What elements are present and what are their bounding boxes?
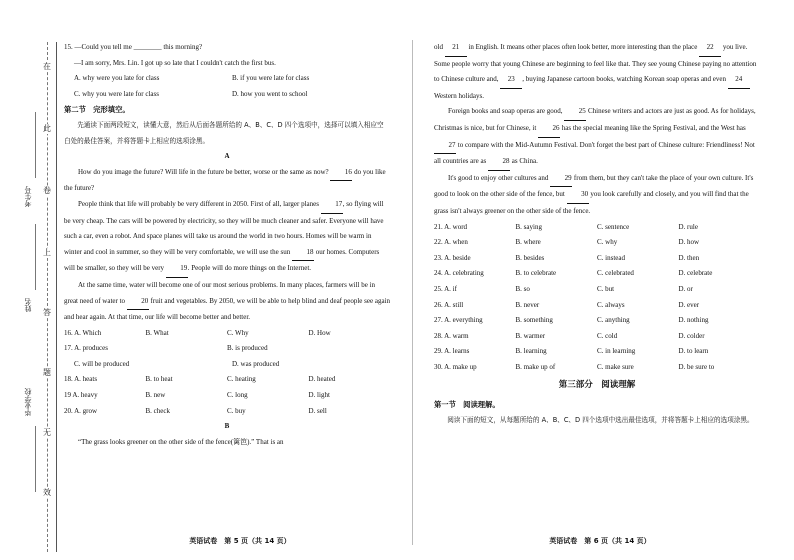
- blank-26: 26: [538, 121, 560, 138]
- blank-19: 19: [166, 261, 188, 278]
- option: 28. A. warm: [434, 331, 469, 340]
- blank-21: 21: [445, 40, 467, 57]
- passage-b-paragraph-1-cont: old 21 in English. It means other places often look better, more interesting than the place 22 you live. Some people worry that young Chinese are beginning to feel like that. They see young Chinese paying no attention to Chinese culture and, 23 , buying Japanese cartoon books, watching Korean soap operas and even 24 Western holidays.: [434, 40, 760, 104]
- seal-char: 上: [39, 248, 55, 258]
- option: 27. A. everything: [434, 316, 483, 325]
- blank-30: 30: [567, 187, 589, 204]
- option: 18. A. heats: [64, 375, 98, 384]
- options-19: [64, 388, 390, 404]
- option: D. heated: [308, 375, 336, 384]
- passage-a-paragraph-2: People think that life will probably be very different in 2050. First of all, larger planes 17, so flying will be very cheap. The cars will be powered by electricity, so they will be much cleaner and safer. Everyone will have such a car, even a robot. And space planes will take us around the world in two hours. Homes will be warm in winter and cool in summer, so they will be very comfortable, we will use the sun 18 our homes. Computers will be smaller, so they will be very 19. People will do more things on the Internet.: [64, 197, 390, 278]
- blank-27: 27: [434, 138, 456, 155]
- option: 19 A. heavy: [64, 391, 98, 400]
- option: 21. A. word: [434, 222, 468, 231]
- margin-border: [56, 42, 57, 552]
- option: D. nothing: [678, 316, 709, 325]
- seal-char: 无: [39, 428, 55, 438]
- option: C. anything: [597, 316, 630, 325]
- option: C. always: [597, 300, 625, 309]
- passage-a-label: A: [224, 152, 230, 161]
- options-29: [434, 344, 760, 360]
- part-3-title: 第三部分 阅读理解: [558, 380, 636, 391]
- passage-a-paragraph-1: How do you image the future? Will life in the future be better, worse or the same as now? 16 do you like the future?: [64, 165, 390, 197]
- option: B. if you were late for class: [232, 74, 310, 83]
- page-5-content: [64, 40, 390, 450]
- option: D. rule: [678, 222, 698, 231]
- option: D. How: [308, 328, 331, 337]
- page-6-content: [434, 40, 760, 428]
- q15-options-cd: [64, 87, 390, 103]
- options-23: [434, 251, 760, 267]
- option: 22. A. when: [434, 238, 468, 247]
- option: 20. A. grow: [64, 406, 98, 415]
- blank-29: 29: [550, 171, 572, 188]
- option: C. make sure: [597, 362, 634, 371]
- option: C. long: [227, 391, 248, 400]
- option: B. never: [515, 300, 540, 309]
- option: B. check: [145, 406, 170, 415]
- section-2-instructions: 先通读下面两段短文，读懂大意，然后从后面各题所给的 A、B、C、D 四个选项中，选择可以填入相应空白处的最佳答案，并将答题卡上相应的选项涂黑。: [64, 120, 384, 145]
- option: B. to celebrate: [515, 269, 557, 278]
- option: B. new: [145, 391, 166, 400]
- passage-a-paragraph-3: At the same time, water will become one of our most serious problems. In many places, farmers will be in great need of water to 20 fruit and vegetables. By 2050, we will be able to help blind and deaf people see again and hear again. At that time, our life will become better and better.: [64, 280, 391, 322]
- option: 26. A. still: [434, 300, 464, 309]
- option: B. What: [145, 328, 169, 337]
- option: C. celebrated: [597, 269, 634, 278]
- exam-number-label: 考生号: [24, 186, 32, 207]
- option: D. how: [678, 238, 700, 247]
- option: 24. A. celebrating: [434, 269, 484, 278]
- q15-options-ab: [64, 71, 390, 87]
- option: D. celebrate: [678, 269, 713, 278]
- option: B. make up of: [515, 362, 556, 371]
- option: D. then: [678, 253, 700, 262]
- option: B. learning: [515, 347, 547, 356]
- option: D. to learn: [678, 347, 709, 356]
- option: B. where: [515, 238, 541, 247]
- options-17-cd: [64, 357, 390, 373]
- passage-b-paragraph-1: “The grass looks greener on the other side of the fence(篱笆).” That is an: [78, 437, 284, 446]
- option: B. is produced: [227, 344, 268, 353]
- options-16: [64, 326, 390, 342]
- options-26: [434, 298, 760, 314]
- page-divider: [412, 40, 413, 545]
- binding-margin: [0, 0, 58, 560]
- reading-section-1-title: 第一节 阅读理解。: [434, 400, 500, 410]
- school-field: [35, 426, 36, 492]
- school-label: 毕业学校: [24, 388, 32, 416]
- option: B. saying: [515, 222, 542, 231]
- exam-number-field: [35, 112, 36, 178]
- seal-char: 在: [39, 62, 55, 72]
- option: A. why were you late for class: [74, 74, 160, 83]
- option: 30. A. make up: [434, 362, 477, 371]
- option: D. light: [308, 391, 330, 400]
- option: C. heating: [227, 375, 256, 384]
- option: D. was produced: [232, 359, 280, 368]
- option: B. besides: [515, 253, 545, 262]
- option: 25. A. if: [434, 284, 457, 293]
- cut-line: [47, 42, 48, 552]
- option: C. Why: [227, 328, 249, 337]
- options-18: [64, 372, 390, 388]
- option: 16. A. Which: [64, 328, 102, 337]
- options-28: [434, 329, 760, 345]
- option: C. buy: [227, 406, 246, 415]
- option: B. something: [515, 316, 553, 325]
- option: C. why you were late for class: [74, 89, 159, 98]
- blank-28: 28: [488, 154, 510, 171]
- blank-18: 18: [292, 245, 314, 262]
- option: D. be sure to: [678, 362, 715, 371]
- option: C. will be produced: [74, 359, 130, 368]
- option: D. colder: [678, 331, 705, 340]
- passage-b-paragraph-2: Foreign books and soap operas are good, 25 Chinese writers and actors are just as good. As for holidays, Christmas is nice, but for Chinese, it 26 has the special meaning like the Spring Festival, and the West has 27 to compare with the Mid-Autumn Festival. Don't forget the best part of Chinese culture: Friendliness! Not all countries are as 28 as China.: [434, 104, 760, 170]
- name-label: 姓名: [24, 298, 32, 312]
- option: C. in learning: [597, 347, 636, 356]
- option: B. so: [515, 284, 530, 293]
- seal-char: 卷: [39, 186, 55, 196]
- blank-23: 23: [500, 72, 522, 89]
- seal-char: 题: [39, 368, 55, 378]
- seal-char: 答: [39, 308, 55, 318]
- option: C. cold: [597, 331, 618, 340]
- option: B. to heat: [145, 375, 173, 384]
- option: 23. A. beside: [434, 253, 471, 262]
- option: C. why: [597, 238, 618, 247]
- passage-b-label: B: [224, 422, 230, 431]
- passage-b-paragraph-3: It's good to enjoy other cultures and 29 from them, but they can't take the place of your own culture. It's good to look on the other side of the fence, but 30 you look carefully and closely, and you will find that the grass isn't always greener on the other side of the fence.: [434, 171, 760, 220]
- option: C. instead: [597, 253, 625, 262]
- blank-25: 25: [564, 104, 586, 121]
- option: 29. A. learns: [434, 347, 470, 356]
- options-17-ab: [64, 341, 390, 357]
- options-24: [434, 266, 760, 282]
- blank-16: 16: [330, 165, 352, 182]
- blank-24: 24: [728, 72, 750, 89]
- options-30: [434, 360, 760, 376]
- option: D. ever: [678, 300, 700, 309]
- name-field: [35, 224, 36, 290]
- blank-22: 22: [699, 40, 721, 57]
- options-20: [64, 404, 390, 420]
- q15-stem: 15. —Could you tell me ________ this morning?: [64, 43, 203, 51]
- option: 17. A. produces: [64, 344, 108, 353]
- page-5-footer: 英语试卷 第 5 页（共 14 页）: [189, 537, 291, 545]
- option: C. but: [597, 284, 615, 293]
- reading-section-1-instructions: 阅读下面的短文，从每题所给的 A、B、C、D 四个选项中选出最佳选项，并将答题卡上相应的选项涂黑。: [447, 415, 754, 424]
- option: B. warmer: [515, 331, 546, 340]
- option: D. sell: [308, 406, 327, 415]
- blank-17: 17: [321, 197, 343, 214]
- options-25: [434, 282, 760, 298]
- options-27: [434, 313, 760, 329]
- option: C. sentence: [597, 222, 630, 231]
- seal-char: 此: [39, 124, 55, 134]
- option: D. or: [678, 284, 693, 293]
- options-21: [434, 220, 760, 236]
- blank-20: 20: [127, 294, 149, 311]
- options-22: [434, 235, 760, 251]
- q15-reply: —I am sorry, Mrs. Lin. I got up so late that I couldn't catch the first bus.: [74, 58, 276, 67]
- option: D. how you went to school: [232, 89, 308, 98]
- seal-char: 效: [39, 488, 55, 498]
- section-2-title: 第二节 完形填空。: [64, 105, 130, 115]
- page-6-footer: 英语试卷 第 6 页（共 14 页）: [549, 537, 651, 545]
